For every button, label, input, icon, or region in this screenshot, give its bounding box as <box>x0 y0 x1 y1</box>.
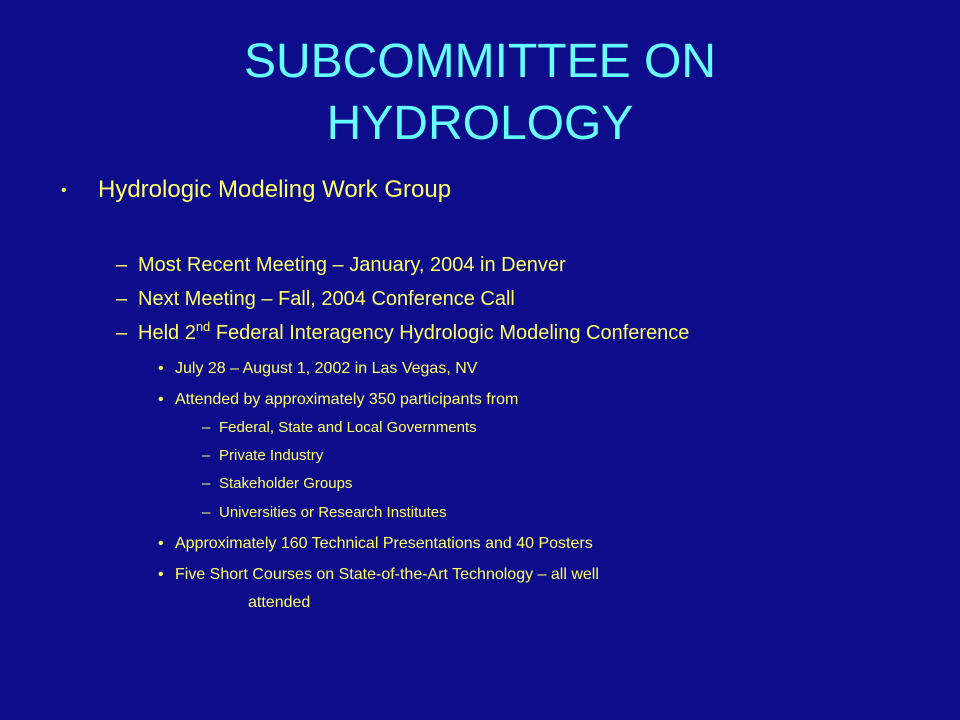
sub-item-attended: Attended by approximately 350 participants from <box>175 391 519 408</box>
bullet-icon: • <box>158 535 164 552</box>
item-conference-rest: Federal Interagency Hydrologic Modeling Conference <box>210 322 690 344</box>
item-recent-meeting: Most Recent Meeting – January, 2004 in Denver <box>138 254 566 276</box>
participant-stakeholders: Stakeholder Groups <box>219 475 353 492</box>
title-line-2: HYDROLOGY <box>326 97 634 150</box>
sub-item-short-courses: Five Short Courses on State-of-the-Art Technology – all well <box>175 566 599 583</box>
item-conference-sup: nd <box>195 319 211 334</box>
bullet-icon: • <box>158 391 164 408</box>
participant-industry: Private Industry <box>219 447 324 464</box>
sub-item-short-courses-cont: attended <box>248 594 311 611</box>
dash-icon: – <box>202 475 211 492</box>
bullet-icon: • <box>158 360 164 377</box>
participant-universities: Universities or Research Institutes <box>219 504 447 521</box>
participant-governments: Federal, State and Local Governments <box>219 419 477 436</box>
bullet-icon: • <box>61 182 67 199</box>
dash-icon: – <box>116 288 128 310</box>
item-conference-text: Held 2 <box>138 322 196 344</box>
sub-item-dates: July 28 – August 1, 2002 in Las Vegas, NV <box>175 360 478 377</box>
item-next-meeting: Next Meeting – Fall, 2004 Conference Call <box>138 288 515 310</box>
sub-item-presentations: Approximately 160 Technical Presentations and 40 Posters <box>175 535 593 552</box>
title-line-1: SUBCOMMITTEE ON <box>243 35 716 88</box>
dash-icon: – <box>116 254 128 276</box>
dash-icon: – <box>202 419 211 436</box>
dash-icon: – <box>202 447 211 464</box>
heading-work-group: Hydrologic Modeling Work Group <box>98 176 452 203</box>
bullet-icon: • <box>158 566 164 583</box>
item-conference <box>138 321 689 345</box>
dash-icon: – <box>202 504 211 521</box>
dash-icon: – <box>116 322 128 344</box>
